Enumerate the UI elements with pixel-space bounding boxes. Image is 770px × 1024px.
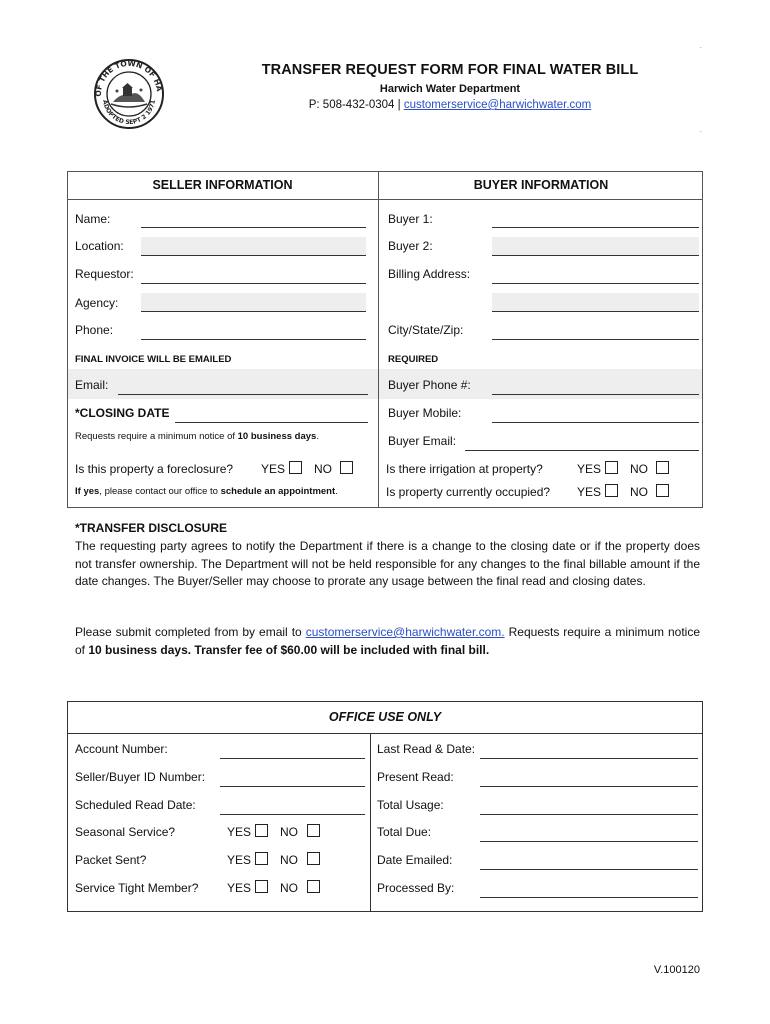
required-note: REQUIRED: [388, 354, 439, 365]
tight-no-label: NO: [280, 881, 298, 895]
irrigation-yes-checkbox[interactable]: [605, 461, 618, 474]
seller-name-label: Name:: [75, 212, 111, 226]
foreclosure-no-label: NO: [314, 462, 332, 476]
corner-mark: .: [700, 44, 702, 50]
foreclosure-no-checkbox[interactable]: [340, 461, 353, 474]
seller-phone-label: Phone:: [75, 323, 114, 337]
closing-date-field[interactable]: [175, 422, 368, 423]
seasonal-no-checkbox[interactable]: [307, 824, 320, 837]
office-divider: [370, 733, 371, 912]
account-number-label: Account Number:: [75, 742, 168, 756]
irrigation-no-label: NO: [630, 462, 648, 476]
seasonal-yes-label: YES: [227, 825, 252, 839]
submit-instructions: Please submit completed from by email to customerservice@harwichwater.com. Requests require a minimum notice of 10 business days. Transfer fee of $60.00 will be included with final bill.: [75, 625, 700, 657]
disclosure-title: *TRANSFER DISCLOSURE: [75, 521, 228, 535]
occupied-yes-checkbox[interactable]: [605, 484, 618, 497]
occupied-yes-label: YES: [577, 485, 602, 499]
seller-location-shade: [141, 237, 366, 255]
foreclosure-note: If yes, please contact our office to schedule an appointment.: [75, 486, 338, 497]
buyer-email-field[interactable]: [465, 450, 699, 451]
total-due-label: Total Due:: [377, 825, 432, 839]
seller-buyer-id-field[interactable]: [220, 786, 365, 787]
seasonal-service-label: Seasonal Service?: [75, 825, 176, 839]
tight-yes-label: YES: [227, 881, 252, 895]
total-usage-label: Total Usage:: [377, 798, 444, 812]
date-emailed-field[interactable]: [480, 869, 698, 870]
total-due-field[interactable]: [480, 841, 698, 842]
scheduled-read-label: Scheduled Read Date:: [75, 798, 196, 812]
last-read-label: Last Read & Date:: [377, 742, 476, 756]
buyer1-label: Buyer 1:: [388, 212, 433, 226]
buyer2-field[interactable]: [492, 255, 699, 256]
department-name: Harwich Water Department: [379, 83, 521, 95]
seller-email-field[interactable]: [118, 394, 368, 395]
occupied-no-checkbox[interactable]: [656, 484, 669, 497]
contact-line: [0, 99, 770, 111]
tight-yes-checkbox[interactable]: [255, 880, 268, 893]
total-usage-field[interactable]: [480, 814, 698, 815]
invoice-note: FINAL INVOICE WILL BE EMAILED: [75, 354, 232, 365]
tight-no-checkbox[interactable]: [307, 880, 320, 893]
packet-no-checkbox[interactable]: [307, 852, 320, 865]
seller-agency-shade: [141, 293, 366, 311]
present-read-field[interactable]: [480, 786, 698, 787]
buyer-heading: BUYER INFORMATION: [473, 178, 609, 192]
billing-address-field-2[interactable]: [492, 311, 699, 312]
service-tight-label: Service Tight Member?: [75, 881, 199, 895]
email-link[interactable]: customerservice@harwichwater.com: [403, 99, 592, 111]
packet-yes-checkbox[interactable]: [255, 852, 268, 865]
buyer-mobile-field[interactable]: [492, 422, 699, 423]
office-heading: OFFICE USE ONLY: [328, 710, 442, 724]
present-read-label: Present Read:: [377, 770, 454, 784]
buyer-mobile-label: Buyer Mobile:: [388, 406, 462, 420]
packet-no-label: NO: [280, 853, 298, 867]
last-read-field[interactable]: [480, 758, 698, 759]
seller-heading: SELLER INFORMATION: [152, 178, 293, 192]
buyer-phone-field[interactable]: [492, 394, 699, 395]
seller-location-label: Location:: [75, 239, 124, 253]
grid-divider: [378, 171, 379, 508]
notice-text: Requests require a minimum notice of 10 business days.: [75, 431, 319, 442]
date-emailed-label: Date Emailed:: [377, 853, 453, 867]
irrigation-question: Is there irrigation at property?: [386, 462, 543, 476]
seller-phone-field[interactable]: [141, 339, 366, 340]
foreclosure-yes-checkbox[interactable]: [289, 461, 302, 474]
billing-address-shade: [492, 293, 699, 311]
seller-requestor-label: Requestor:: [75, 267, 134, 281]
buyer-phone-label: Buyer Phone #:: [388, 378, 471, 392]
scheduled-read-field[interactable]: [220, 814, 365, 815]
seller-agency-label: Agency:: [75, 296, 119, 310]
irrigation-yes-label: YES: [577, 462, 602, 476]
closing-date-label: *CLOSING DATE: [75, 406, 170, 420]
disclosure-body: The requesting party agrees to notify the Department if there is a change to the closing date or if the property does not transfer ownership. The Department will not be held responsible for any changes to the final billable amount if the date changes. The Buyer/Seller may choose to prorate any usage between the final read and closing dates.: [75, 539, 700, 588]
occupied-question: Is property currently occupied?: [386, 485, 551, 499]
seasonal-yes-checkbox[interactable]: [255, 824, 268, 837]
packet-yes-label: YES: [227, 853, 252, 867]
irrigation-no-checkbox[interactable]: [656, 461, 669, 474]
buyer2-shade: [492, 237, 699, 255]
submit-email-link[interactable]: customerservice@harwichwater.com.: [305, 625, 505, 639]
foreclosure-question: Is this property a foreclosure?: [75, 462, 234, 476]
seller-location-field[interactable]: [141, 255, 366, 256]
city-state-zip-label: City/State/Zip:: [388, 323, 464, 337]
city-state-zip-field[interactable]: [492, 339, 699, 340]
seller-email-label: Email:: [75, 378, 109, 392]
grid-divider: [67, 199, 703, 200]
processed-by-label: Processed By:: [377, 881, 455, 895]
buyer-email-label: Buyer Email:: [388, 434, 457, 448]
occupied-no-label: NO: [630, 485, 648, 499]
form-title: TRANSFER REQUEST FORM FOR FINAL WATER BILL: [261, 62, 639, 78]
svg-text:ADOPTED SEPT 2 1971: ADOPTED SEPT 2 1971: [101, 99, 157, 127]
phone-text: P: 508-432-0304 |: [308, 99, 401, 111]
seller-buyer-id-label: Seller/Buyer ID Number:: [75, 770, 206, 784]
svg-text:SEAL OF THE TOWN OF HARWICH: OF THE TOWN OF HA: [93, 58, 164, 97]
office-divider: [67, 733, 703, 734]
billing-address-label: Billing Address:: [388, 267, 471, 281]
processed-by-field[interactable]: [480, 897, 698, 898]
buyer1-field[interactable]: [492, 227, 699, 228]
corner-mark: .: [700, 128, 702, 134]
account-number-field[interactable]: [220, 758, 365, 759]
buyer2-label: Buyer 2:: [388, 239, 433, 253]
version-number: V.100120: [653, 964, 700, 976]
seller-requestor-field[interactable]: [141, 283, 366, 284]
billing-address-field[interactable]: [492, 283, 699, 284]
seller-name-field[interactable]: [141, 227, 366, 228]
seller-agency-field[interactable]: [141, 311, 366, 312]
foreclosure-yes-label: YES: [261, 462, 286, 476]
packet-sent-label: Packet Sent?: [75, 853, 147, 867]
seasonal-no-label: NO: [280, 825, 298, 839]
